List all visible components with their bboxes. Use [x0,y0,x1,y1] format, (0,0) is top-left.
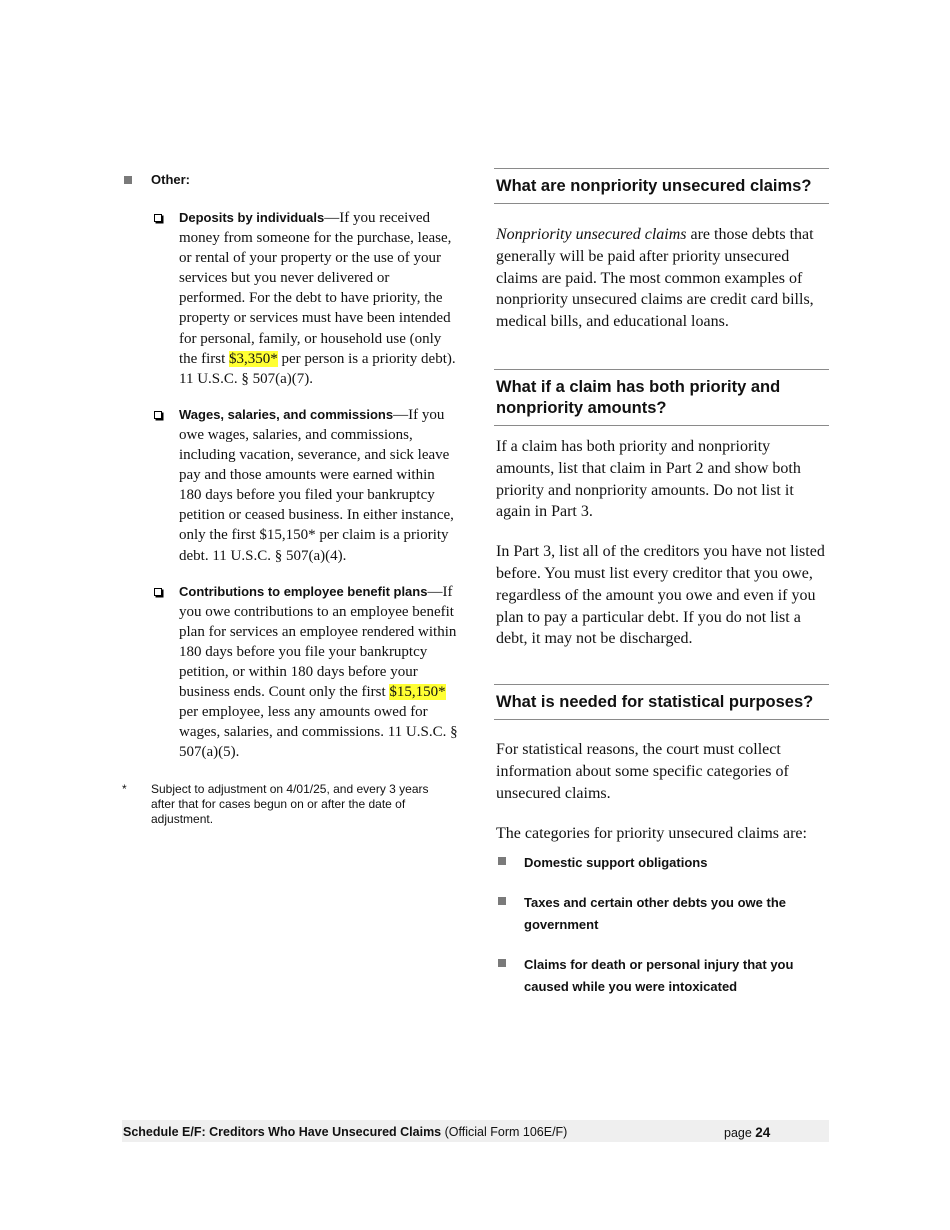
checkbox-bullet-icon [154,214,162,222]
item-title: Deposits by individuals [179,210,325,225]
square-bullet-icon [124,176,132,184]
checkbox-bullet-icon [154,411,162,419]
italic-term: Nonpriority unsecured claims [496,226,687,243]
section-heading-statistical: What is needed for statistical purposes? [494,684,829,720]
square-bullet-icon [498,857,506,865]
section-heading-nonpriority: What are nonpriority unsecured claims? [494,168,829,204]
item-title: Wages, salaries, and commissions [179,406,394,422]
other-heading-row [122,170,462,192]
footer-page-label: page [724,1126,752,1140]
section-heading-both-amounts: What if a claim has both priority and nonpriority amounts? [494,369,829,426]
priority-categories-list [494,852,829,998]
nonpriority-paragraph [496,224,827,333]
item-text: If you owe wages, salaries, and commissions, including vacation, severance, and sick leave pay and those amounts were earned within 180 days before you filed your bankruptcy petition or ceased business. In either instance, only the first $15,150* per claim is a priority debt. 11 U.S.C. § 507(a)(4). [179,406,454,564]
footnote-text: Subject to adjustment on 4/01/25, and every 3 years after that for cases begun on or after the date of adjustment. [151,782,429,827]
item-text-after: per person is a priority debt). 11 U.S.C. § 507(a)(7). [179,350,456,387]
priority-item-wages [122,405,462,566]
right-column [494,168,829,1016]
both-amounts-paragraph-1: If a claim has both priority and nonpriority amounts, list that claim in Part 2 and show both priority and nonpriority amounts. Do not list it again in Part 3. [496,437,801,521]
item-title: Contributions to employee benefit plans [179,583,428,599]
footer-page-number: 24 [755,1125,771,1140]
footer-form-title: Schedule E/F: Creditors Who Have Unsecured Claims [123,1125,442,1139]
footnote [122,782,451,827]
priority-item-deposits [122,208,462,389]
square-bullet-icon [498,897,506,905]
em-dash: — [393,406,409,423]
item-text-before: If you received money from someone for the purchase, lease, or rental of your property or the use of your services but you never delivered or performed. For the debt to have priority, the property or services must have been intended for personal, family, or household use (only the first [179,210,452,367]
list-item: Claims for death or personal injury that you caused while you were intoxicated [494,954,829,998]
footnote-asterisk: * [122,782,127,797]
both-amounts-paragraph-2: In Part 3, list all of the creditors you have not listed before. You must list every creditor that you owe, regardless of the amount you owe and even if you plan to pay a particular debt. If you do not list a debt, it may not be discharged. [496,543,825,648]
priority-item-contributions [122,582,462,763]
checkbox-bullet-icon [154,588,162,596]
footer-form-number: (Official Form 106E/F) [444,1125,568,1139]
highlighted-amount: $3,350* [229,350,278,367]
statistical-paragraph-1: For statistical reasons, the court must collect information about some specific categories of unsecured claims. [496,741,789,802]
em-dash: — [324,210,340,226]
highlighted-amount: $15,150* [389,684,446,701]
list-item: Taxes and certain other debts you owe the government [494,892,829,936]
item-text-before: If you owe contributions to an employee benefit plan for services an employee rendered within 180 days before you file your bankruptcy petition, or within 180 days before your business ends. Count only the first [179,583,457,701]
other-label: Other: [151,172,190,187]
square-bullet-icon [498,959,506,967]
list-item: Domestic support obligations [494,852,829,874]
em-dash: — [427,583,443,600]
statistical-paragraph-2: The categories for priority unsecured claims are: [496,824,807,842]
left-column [122,170,462,827]
page-footer [122,1120,829,1142]
item-text-after: per employee, less any amounts owed for wages, salaries, and commissions. 11 U.S.C. § 507(a)(5). [179,704,458,761]
paragraph-text: are those debts that generally will be paid after priority unsecured claims are paid. The most common examples of nonpriority unsecured claims are credit card bills, medical bills, and educational loans. [496,226,814,331]
